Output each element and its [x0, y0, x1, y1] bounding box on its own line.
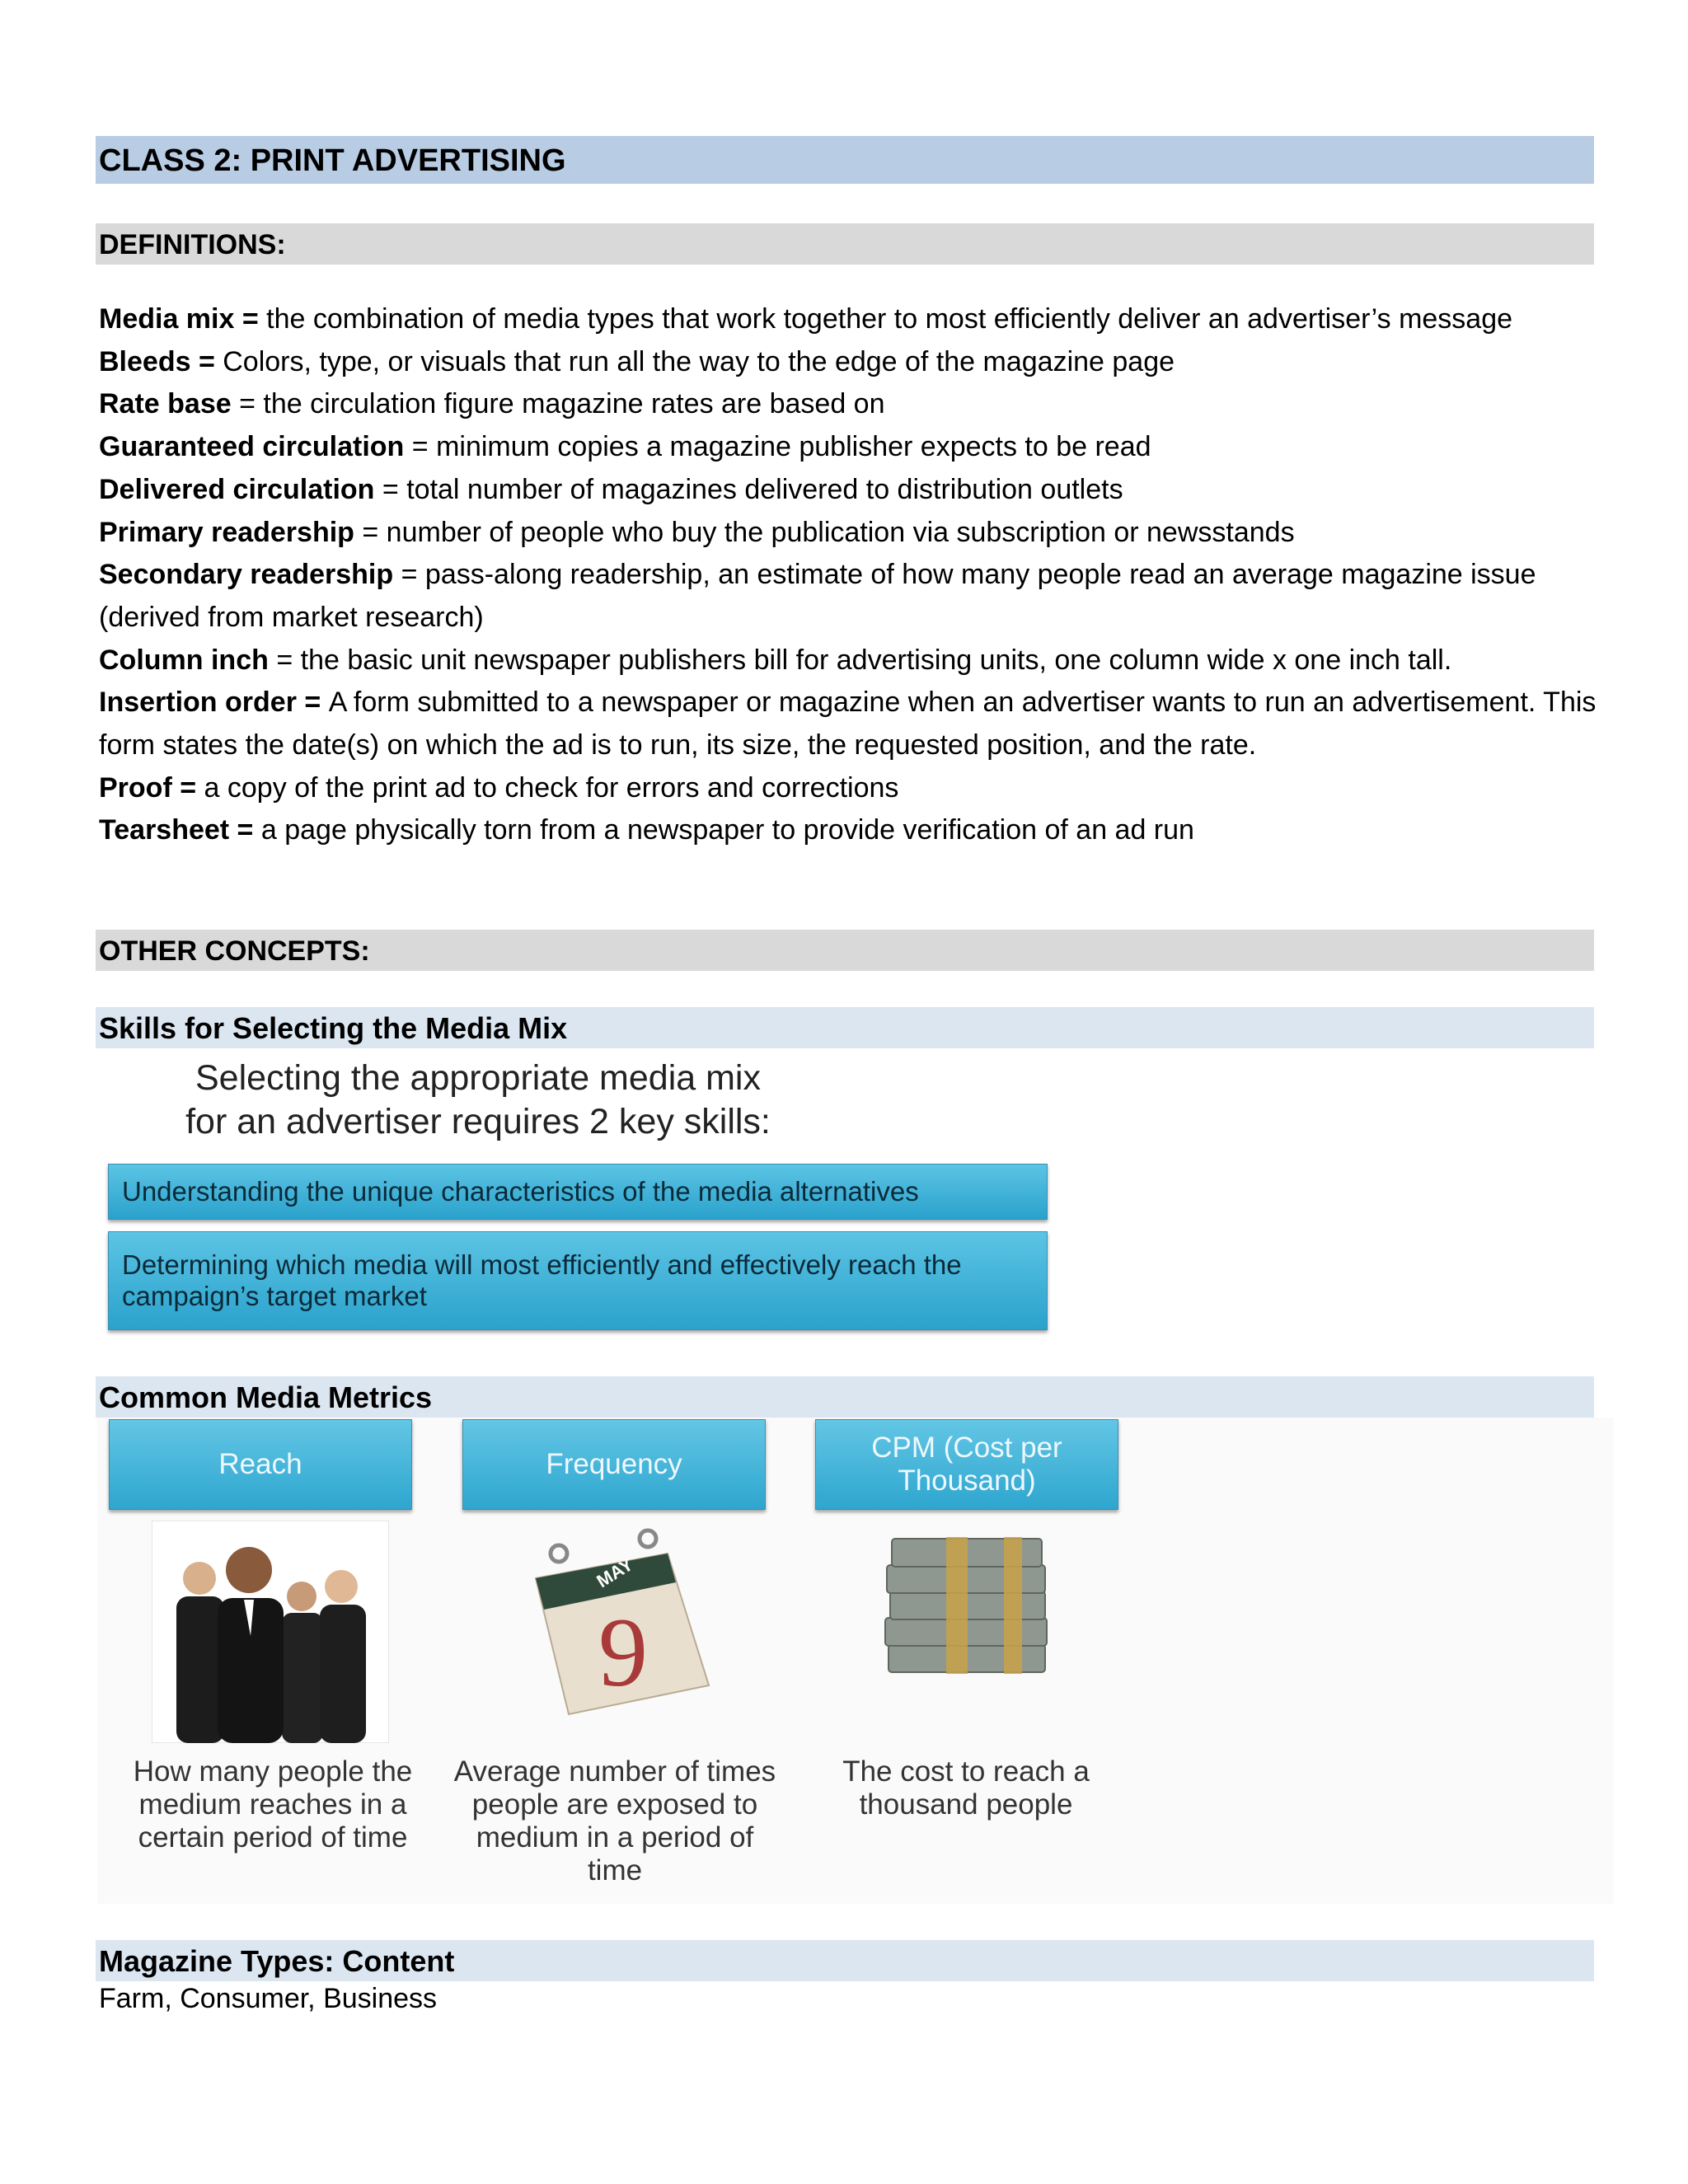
- calendar-image: [519, 1521, 725, 1727]
- skill-bar-2: Determining which media will most efficiently and effectively reach the campaign’s target market: [108, 1231, 1048, 1330]
- calendar-day: 9: [598, 1597, 648, 1707]
- definition-secondary-readership: Secondary readership = pass-along readership, an estimate of how many people read an average magazine issue (derived from market research): [99, 559, 1536, 633]
- definition-guaranteed-circulation: Guaranteed circulation = minimum copies a magazine publisher expects to be read: [99, 431, 1151, 463]
- metrics-heading: Common Media Metrics: [96, 1376, 1594, 1418]
- definitions-heading: DEFINITIONS:: [96, 223, 1594, 265]
- definition-primary-readership: Primary readership = number of people who buy the publication via subscription or newsstands: [99, 516, 1295, 548]
- definition-delivered-circulation: Delivered circulation = total number of magazines delivered to distribution outlets: [99, 473, 1123, 505]
- definition-insertion-order: Insertion order = A form submitted to a newspaper or magazine when an advertiser wants to run an advertisement. This form states the date(s) on which the ad is to run, its size, the requested position, and the rate.: [99, 687, 1597, 762]
- definitions-list: [99, 298, 1599, 852]
- calendar-month: MAY: [593, 1554, 637, 1592]
- metric-reach-box: Reach: [109, 1419, 412, 1510]
- skills-graphic-title: Selecting the appropriate media mix for an advertiser requires 2 key skills:: [185, 1058, 771, 1141]
- metric-cpm-box: CPM (Cost per Thousand): [815, 1419, 1118, 1510]
- calendar-icon: [519, 1521, 725, 1727]
- metric-cpm-description: The cost to reach a thousand people: [842, 1755, 1090, 1821]
- skills-heading: Skills for Selecting the Media Mix: [96, 1007, 1594, 1048]
- magazine-types-text: Farm, Consumer, Business: [99, 1983, 438, 2014]
- definition-column-inch: Column inch = the basic unit newspaper publishers bill for advertising units, one column wide x one inch tall.: [99, 644, 1452, 676]
- definition-media-mix: Media mix = the combination of media types that work together to most efficiently deliver an advertiser’s message: [99, 303, 1513, 335]
- definition-rate-base: Rate base = the circulation figure magazine rates are based on: [99, 388, 885, 420]
- business-people-image: [152, 1521, 389, 1743]
- metric-frequency-box: Frequency: [462, 1419, 766, 1510]
- metric-reach-description: How many people the medium reaches in a certain period of time: [133, 1755, 413, 1854]
- money-stack-image: [864, 1521, 1070, 1718]
- business-people-icon: [152, 1521, 389, 1743]
- definition-bleeds: Bleeds = Colors, type, or visuals that run all the way to the edge of the magazine page: [99, 345, 1175, 377]
- other-concepts-heading: OTHER CONCEPTS:: [96, 930, 1594, 971]
- page-title: CLASS 2: PRINT ADVERTISING: [96, 136, 1594, 184]
- money-stack-icon: [864, 1521, 1070, 1718]
- skill-bar-1: Understanding the unique characteristics of the media alternatives: [108, 1164, 1048, 1220]
- definition-tearsheet: Tearsheet = a page physically torn from a newspaper to provide verification of an ad run: [99, 814, 1194, 846]
- metric-frequency-description: Average number of times people are exposed to medium in a period of time: [453, 1755, 776, 1886]
- definition-proof: Proof = a copy of the print ad to check for errors and corrections: [99, 771, 899, 804]
- magazine-types-heading: Magazine Types: Content: [96, 1940, 1594, 1981]
